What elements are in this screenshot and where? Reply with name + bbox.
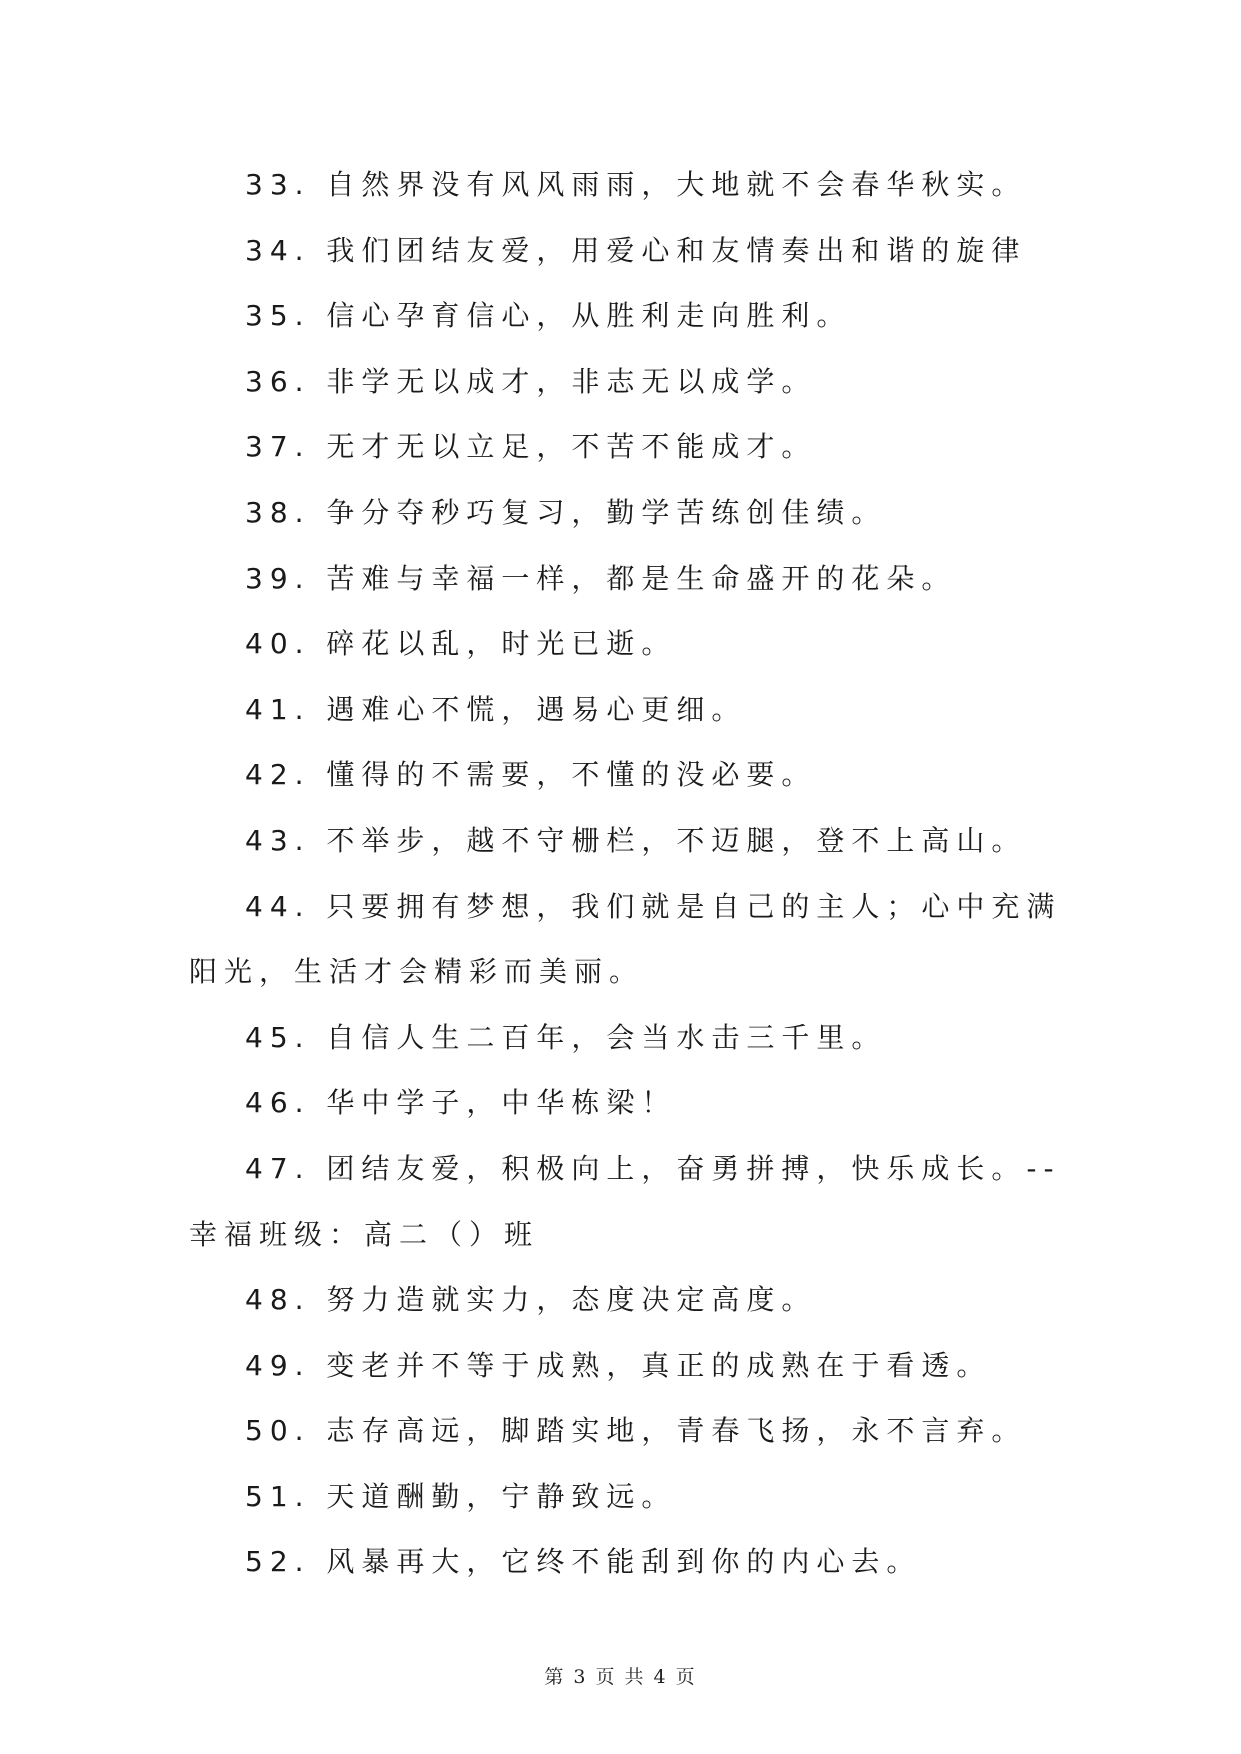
- list-item: 50. 志存高远，脚踏实地，青春飞扬，永不言弃。: [245, 1414, 1027, 1448]
- list-item: 41. 遇难心不慌，遇易心更细。: [245, 692, 747, 726]
- list-item: 34. 我们团结友爱，用爱心和友情奏出和谐的旋律: [245, 233, 1027, 267]
- list-item: 47. 团结友爱，积极向上，奋勇拼搏，快乐成长。--幸福班级：高二（）班: [189, 1151, 1061, 1251]
- list-item: 44. 只要拥有梦想，我们就是自己的主人；心中充满阳光，生活才会精彩而美丽。: [189, 889, 1062, 989]
- slogan-list: [189, 152, 1069, 1595]
- list-item: 40. 碎花以乱，时光已逝。: [245, 627, 677, 661]
- list-item: 38. 争分夺秒巧复习，勤学苦练创佳绩。: [245, 495, 887, 529]
- page-number-footer: 第 3 页 共 4 页: [544, 1666, 697, 1688]
- list-item: 35. 信心孕育信心，从胜利走向胜利。: [245, 299, 852, 333]
- list-item: 48. 努力造就实力，态度决定高度。: [245, 1283, 817, 1317]
- list-item: 49. 变老并不等于成熟，真正的成熟在于看透。: [245, 1348, 992, 1382]
- list-item: 33. 自然界没有风风雨雨，大地就不会春华秋实。: [245, 168, 1027, 201]
- list-item: 46. 华中学子，中华栋梁！: [245, 1086, 677, 1120]
- list-item: 52. 风暴再大，它终不能刮到你的内心去。: [245, 1545, 922, 1579]
- list-item: 45. 自信人生二百年，会当水击三千里。: [245, 1020, 887, 1054]
- list-item: 43. 不举步，越不守栅栏，不迈腿，登不上高山。: [245, 823, 1027, 857]
- list-item: 36. 非学无以成才，非志无以成学。: [245, 364, 817, 398]
- list-item: 39. 苦难与幸福一样，都是生命盛开的花朵。: [245, 561, 957, 595]
- list-item: 37. 无才无以立足，不苦不能成才。: [245, 430, 817, 464]
- list-item: 42. 懂得的不需要，不懂的没必要。: [245, 758, 817, 792]
- list-item: 51. 天道酬勤，宁静致远。: [245, 1479, 677, 1513]
